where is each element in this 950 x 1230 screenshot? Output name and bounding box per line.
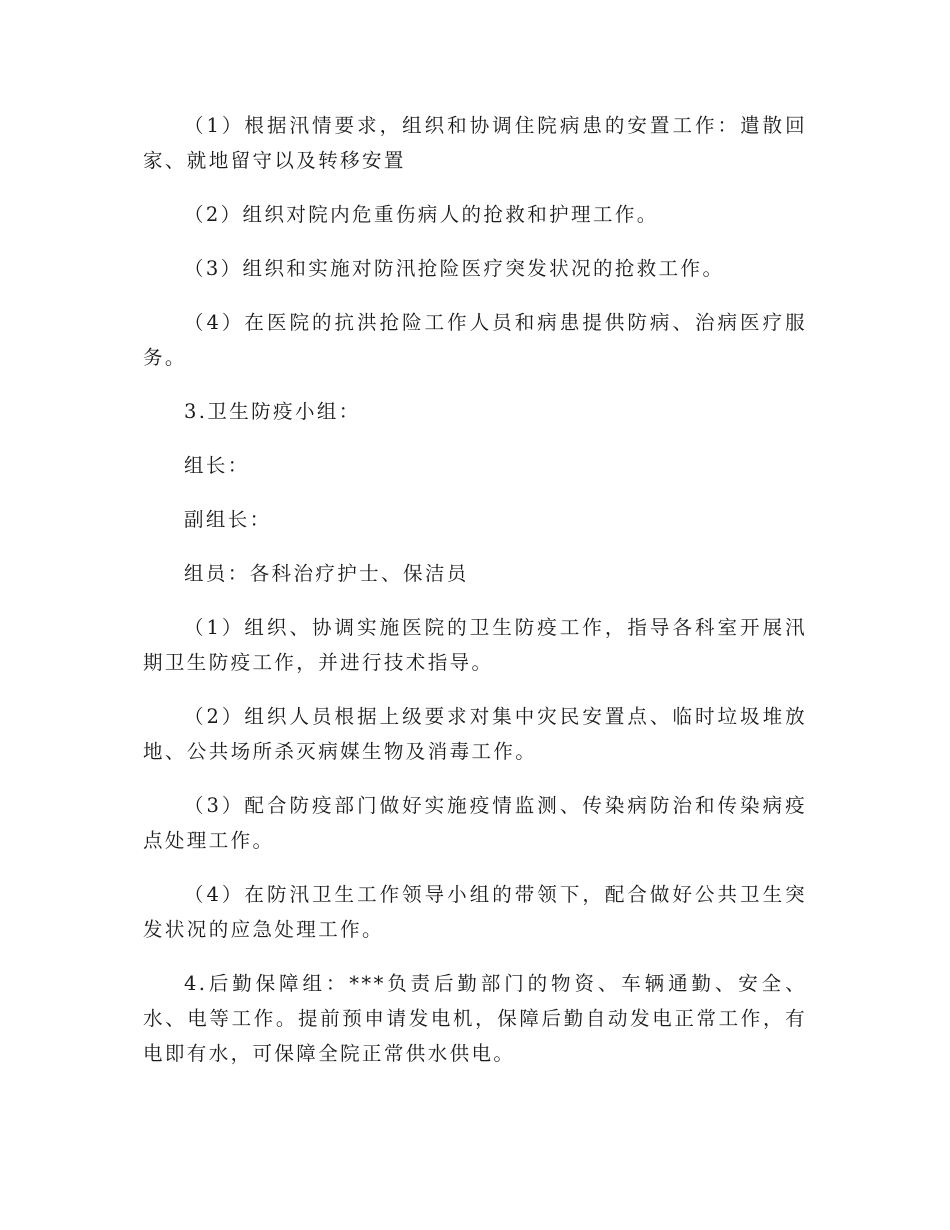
paragraph-hospital-epidemic-work: （1）组织、协调实施医院的卫生防疫工作，指导各科室开展汛期卫生防疫工作，并进行技术指导。 bbox=[143, 616, 807, 674]
paragraph-medical-service: （4）在医院的抗洪抢险工作人员和病患提供防病、治病医疗服务。 bbox=[143, 311, 807, 369]
paragraph-emergency-rescue: （3）组织和实施对防汛抢险医疗突发状况的抢救工作。 bbox=[183, 257, 725, 280]
paragraph-evacuation-arrangement: （1）根据汛情要求，组织和协调住院病患的安置工作：遣散回家、就地留守以及转移安置 bbox=[143, 114, 807, 172]
deputy-leader-line: 副组长： bbox=[183, 508, 272, 531]
paragraph-critical-care: （2）组织对院内危重伤病人的抢救和护理工作。 bbox=[183, 203, 659, 226]
paragraph-disease-monitoring: （3）配合防疫部门做好实施疫情监测、传染病防治和传染病疫点处理工作。 bbox=[143, 794, 807, 852]
paragraph-public-health-response: （4）在防汛卫生工作领导小组的带领下，配合做好公共卫生突发状况的应急处理工作。 bbox=[143, 883, 807, 941]
group-members-line: 组员：各科治疗护士、保洁员 bbox=[183, 562, 469, 585]
group-leader-line: 组长： bbox=[183, 454, 250, 477]
paragraph-logistics-support: 4.后勤保障组：***负责后勤部门的物资、车辆通勤、安全、水、电等工作。提前预申请发电机，保障后勤自动发电正常工作，有电即有水，可保障全院正常供水供电。 bbox=[143, 972, 807, 1065]
section-heading-epidemic-prevention: 3.卫生防疫小组： bbox=[183, 400, 361, 423]
paragraph-disinfection-work: （2）组织人员根据上级要求对集中灾民安置点、临时垃圾堆放地、公共场所杀灭病媒生物及消毒工作。 bbox=[143, 705, 807, 763]
